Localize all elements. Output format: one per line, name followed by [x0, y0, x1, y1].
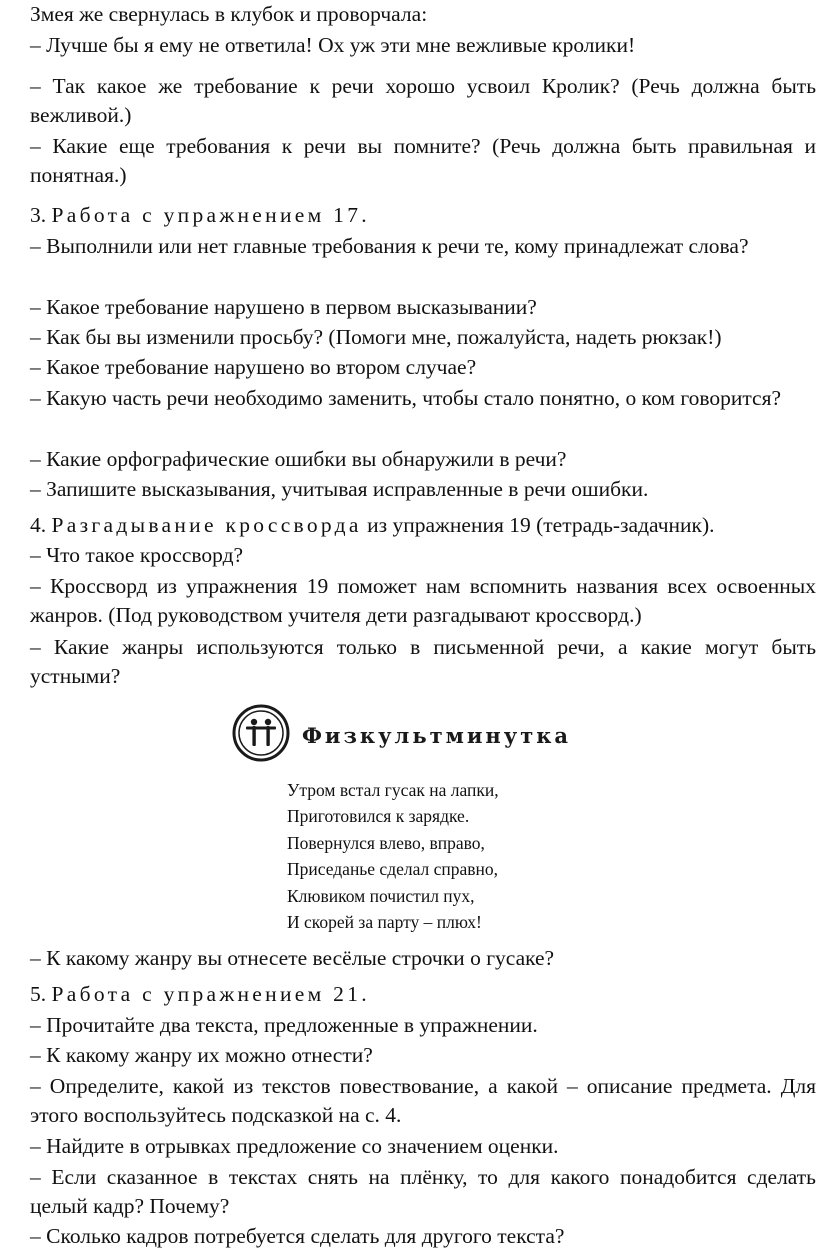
text-paragraph: – Определите, какой из текстов повествование, а какой – описание предмета. Для этого воспользуйтесь подсказкой на с. 4.: [30, 1074, 816, 1127]
heading-spaced-text: Работа с упражнением 17.: [51, 203, 370, 227]
text-line: – Прочитайте два текста, предложенные в упражнении.: [30, 1013, 538, 1037]
heading-rest-text: из упражнения 19 (тетрадь-задачник).: [367, 513, 715, 537]
heading-number: 4.: [30, 513, 47, 537]
poem: [287, 777, 707, 935]
text-line: – Что такое кроссворд?: [30, 543, 244, 567]
section-heading-4: [0, 511, 816, 540]
fizkultminutka-title: Физкультминутка: [302, 722, 571, 748]
heading-spaced-text: Разгадывание кроссворда: [51, 513, 362, 537]
text-paragraph: – Кроссворд из упражнения 19 поможет нам вспомнить названия всех освоенных жанров. (Под руководством учителя дети разгадывают кроссворд.): [30, 574, 816, 627]
text-line: – К какому жанру их можно отнести?: [30, 1043, 373, 1067]
text-line: – Как бы вы изменили просьбу? (Помоги мне, пожалуйста, надеть рюкзак!): [30, 325, 722, 349]
poem-line: Клювиком почистил пух,: [287, 885, 475, 906]
poem-line: Повернулся влево, вправо,: [287, 832, 485, 853]
text-line: – Найдите в отрывках предложение со значением оценки.: [30, 1134, 559, 1158]
section-heading-5: [0, 980, 816, 1009]
text-line: – Какое требование нарушено во втором случае?: [30, 355, 477, 379]
heading-number: 3.: [30, 203, 47, 227]
text-line: – Сколько кадров потребуется сделать для другого текста?: [30, 1224, 565, 1248]
text-paragraph: – Если сказанное в текстах снять на плёнку, то для какого понадобится сделать целый кадр? Почему?: [30, 1165, 816, 1218]
poem-line: И скорей за парту – плюх!: [287, 912, 482, 933]
text-line: – Запишите высказывания, учитывая исправленные в речи ошибки.: [30, 477, 649, 501]
heading-number: 5.: [30, 982, 47, 1006]
text-line: – К какому жанру вы отнесете весёлые строчки о гусаке?: [30, 946, 555, 970]
fizkultminutka-header: [232, 704, 571, 766]
text-line: – Какое требование нарушено в первом высказывании?: [30, 295, 537, 319]
text-paragraph: – Какие жанры используются только в письменной речи, а какие могут быть устными?: [30, 635, 816, 688]
heading-spaced-text: Работа с упражнением 21.: [51, 982, 370, 1006]
two-figures-emblem-icon: [232, 704, 290, 767]
text-paragraph: – Так какое же требование к речи хорошо усвоил Кролик? (Речь должна быть вежливой.): [30, 74, 816, 127]
text-line: Змея же свернулась в клубок и проворчала:: [30, 2, 428, 26]
poem-line: Приготовился к зарядке.: [287, 806, 470, 827]
poem-line: Приседанье сделал справно,: [287, 859, 499, 880]
text-paragraph: – Выполнили или нет главные требования к речи те, кому принадлежат слова?: [30, 234, 749, 258]
poem-line: Утром встал гусак на лапки,: [287, 780, 499, 800]
text-paragraph: – Какую часть речи необходимо заменить, чтобы стало понятно, о ком говорится?: [30, 386, 782, 410]
text-line: – Какие орфографические ошибки вы обнаружили в речи?: [30, 447, 567, 471]
text-line: – Лучше бы я ему не ответила! Ох уж эти мне вежливые кролики!: [30, 33, 636, 57]
section-heading-3: [0, 201, 816, 230]
text-paragraph: – Какие еще требования к речи вы помните? (Речь должна быть правильная и понятная.): [30, 134, 816, 187]
